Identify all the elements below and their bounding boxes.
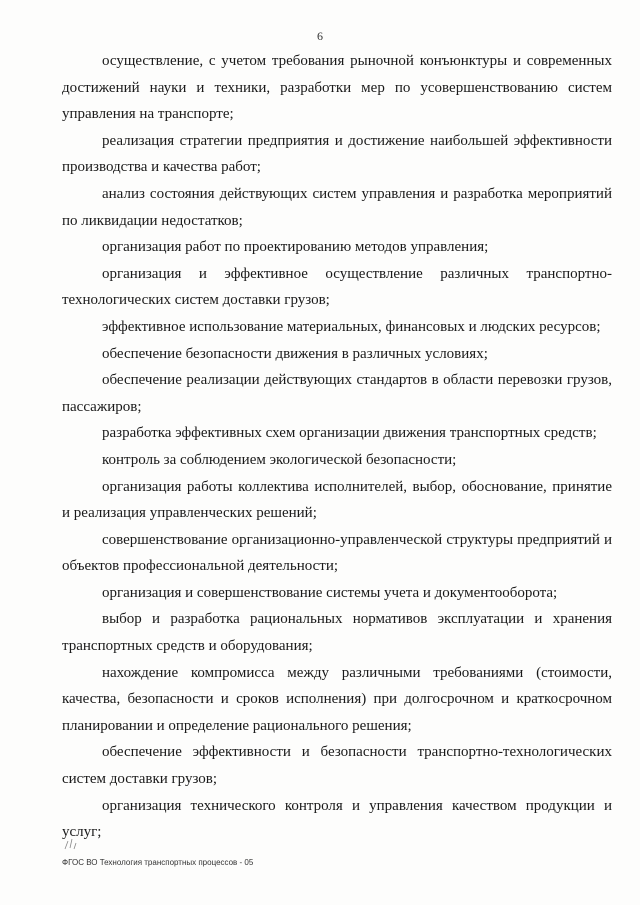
list-item: организация технического контроля и управления качеством продукции и услуг; — [62, 797, 612, 841]
page-number: 6 — [317, 29, 323, 43]
list-item: организация работ по проектированию методов управления; — [102, 239, 489, 256]
page-footer: ФГОС ВО Технология транспортных процессов - 05 — [62, 858, 254, 867]
list-item: реализация стратегии предприятия и достижение наибольшей эффективности производства и качества работ; — [62, 132, 612, 176]
ink-mark-icon — [62, 836, 80, 852]
list-item: эффективное использование материальных, финансовых и людских ресурсов; — [102, 318, 601, 335]
list-item: анализ состояния действующих систем управления и разработка мероприятий по ликвидации недостатков; — [62, 185, 612, 229]
list-item: нахождение компромисса между различными требованиями (стоимости, качества, безопасности и сроков исполнения) при долгосрочном и краткосрочном планировании и определение рационального решения; — [62, 664, 612, 734]
list-item: осуществление, с учетом требования рыночной конъюнктуры и современных достижений науки и техники, разработки мер по усовершенствованию систем управления на транспорте; — [62, 53, 612, 123]
list-item: организация и эффективное осуществление различных транспортно-технологических систем доставки грузов; — [62, 265, 612, 309]
list-item: выбор и разработка рациональных нормативов эксплуатации и хранения транспортных средств и оборудования; — [62, 611, 612, 655]
list-item: организация и совершенствование системы учета и документооборота; — [102, 584, 558, 601]
list-item: организация работы коллектива исполнителей, выбор, обоснование, принятие и реализация управленческих решений; — [62, 478, 612, 522]
body-text — [62, 48, 612, 846]
list-item: обеспечение безопасности движения в различных условиях; — [102, 345, 488, 362]
list-item: контроль за соблюдением экологической безопасности; — [102, 451, 457, 468]
list-item: разработка эффективных схем организации движения транспортных средств; — [102, 425, 597, 442]
list-item: обеспечение реализации действующих стандартов в области перевозки грузов, пассажиров; — [62, 372, 612, 415]
list-item: совершенствование организационно-управленческой структуры предприятий и объектов профессиональной деятельности; — [62, 531, 612, 575]
list-item: обеспечение эффективности и безопасности транспортно-технологических систем доставки грузов; — [62, 744, 612, 788]
